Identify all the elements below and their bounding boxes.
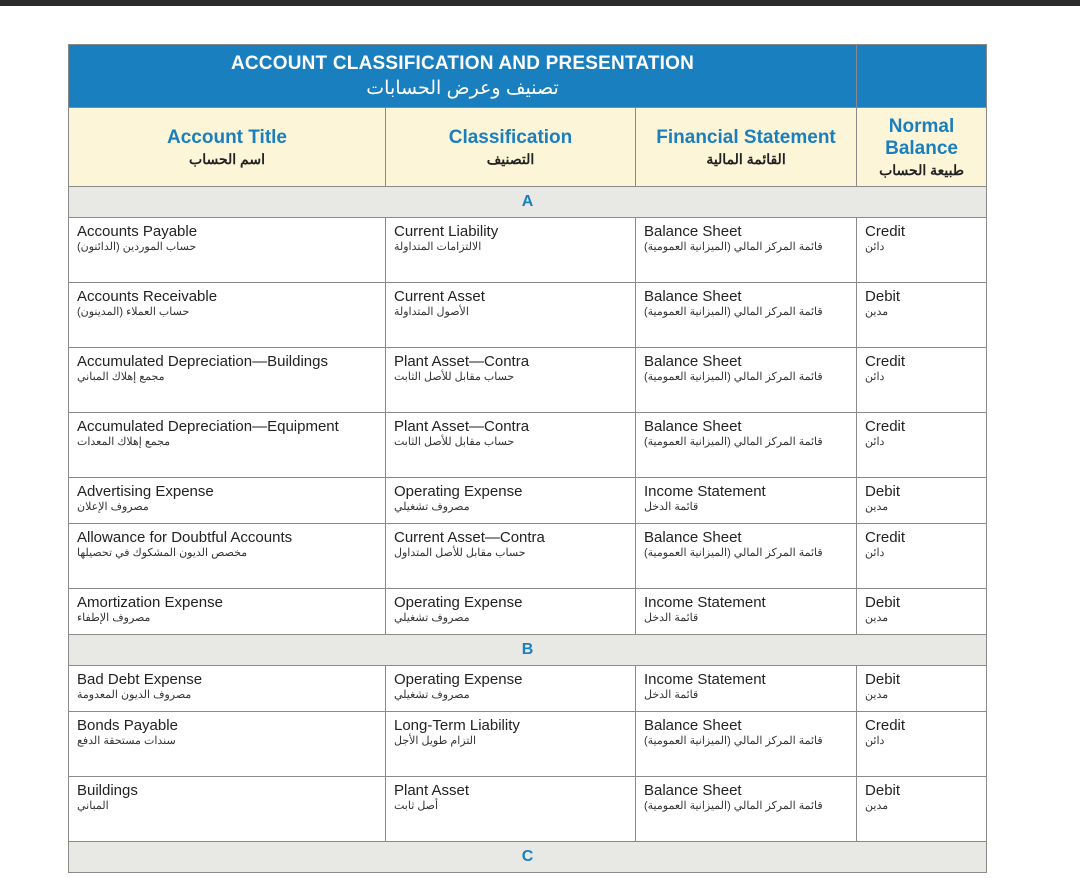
financial-statement-text: Balance Sheet xyxy=(644,288,742,305)
table-row xyxy=(69,283,987,348)
column-header-label-arabic: التصنيف xyxy=(486,150,535,167)
normal-balance-cell xyxy=(857,666,987,712)
column-header-row xyxy=(69,108,987,187)
account-classification-document xyxy=(68,44,986,873)
column-header-normal-balance xyxy=(857,108,987,187)
classification-text-arabic: مصروف تشغيلي xyxy=(394,612,470,624)
financial-statement-cell xyxy=(636,589,857,635)
table-row xyxy=(69,589,987,635)
account-title-text: Accumulated Depreciation—Buildings xyxy=(77,353,328,370)
table-title-cell xyxy=(69,45,857,108)
classification-cell xyxy=(386,524,636,589)
classification-text: Long-Term Liability xyxy=(394,717,520,734)
normal-balance-cell xyxy=(857,524,987,589)
account-title-text: Buildings xyxy=(77,782,138,799)
account-title-text-arabic: سندات مستحقة الدفع xyxy=(77,735,176,747)
financial-statement-text-arabic: قائمة المركز المالي (الميزانية العمومية) xyxy=(644,241,823,253)
normal-balance-cell xyxy=(857,283,987,348)
normal-balance-text: Credit xyxy=(865,717,906,734)
account-title-cell xyxy=(69,666,386,712)
financial-statement-text: Balance Sheet xyxy=(644,717,742,734)
account-title-cell xyxy=(69,524,386,589)
normal-balance-text: Credit xyxy=(865,529,906,546)
normal-balance-text-arabic: مدين xyxy=(865,612,889,624)
column-header-label: Account Title xyxy=(167,126,287,148)
classification-text-arabic: الالتزامات المتداولة xyxy=(394,241,482,253)
account-title-text: Accounts Payable xyxy=(77,223,198,240)
account-title-text-arabic: مصروف الإعلان xyxy=(77,501,149,513)
account-title-text-arabic: مجمع إهلاك المباني xyxy=(77,371,165,383)
section-letter: A xyxy=(69,187,987,218)
account-title-cell xyxy=(69,413,386,478)
account-title-text: Amortization Expense xyxy=(77,594,223,611)
classification-text: Plant Asset—Contra xyxy=(394,418,530,435)
normal-balance-text-arabic: دائن xyxy=(865,547,885,559)
financial-statement-text: Income Statement xyxy=(644,483,766,500)
table-title-row xyxy=(69,45,987,108)
normal-balance-text: Debit xyxy=(865,483,901,500)
account-title-text-arabic: مخصص الديون المشكوك في تحصيلها xyxy=(77,547,248,559)
classification-cell xyxy=(386,478,636,524)
normal-balance-text: Debit xyxy=(865,671,901,688)
classification-text: Operating Expense xyxy=(394,671,523,688)
financial-statement-text-arabic: قائمة الدخل xyxy=(644,612,699,624)
financial-statement-cell xyxy=(636,666,857,712)
classification-text-arabic: حساب مقابل للأصل المتداول xyxy=(394,547,526,559)
normal-balance-text-arabic: مدين xyxy=(865,800,889,812)
financial-statement-text-arabic: قائمة المركز المالي (الميزانية العمومية) xyxy=(644,436,823,448)
section-letter: B xyxy=(69,635,987,666)
account-title-text: Advertising Expense xyxy=(77,483,214,500)
classification-text-arabic: مصروف تشغيلي xyxy=(394,501,470,513)
column-header-financial-statement xyxy=(636,108,857,187)
financial-statement-cell xyxy=(636,218,857,283)
account-title-cell xyxy=(69,348,386,413)
table-row xyxy=(69,712,987,777)
classification-text: Operating Expense xyxy=(394,594,523,611)
financial-statement-text-arabic: قائمة المركز المالي (الميزانية العمومية) xyxy=(644,306,823,318)
normal-balance-text: Credit xyxy=(865,223,906,240)
normal-balance-text-arabic: دائن xyxy=(865,436,885,448)
financial-statement-text: Income Statement xyxy=(644,671,766,688)
column-header-label-arabic: القائمة المالية xyxy=(706,150,786,167)
table-title: ACCOUNT CLASSIFICATION AND PRESENTATION xyxy=(230,53,695,74)
table-row xyxy=(69,413,987,478)
normal-balance-cell xyxy=(857,712,987,777)
normal-balance-text: Credit xyxy=(865,418,906,435)
classification-text-arabic: أصل ثابت xyxy=(394,800,439,812)
account-classification-table xyxy=(68,44,987,873)
financial-statement-text-arabic: قائمة الدخل xyxy=(644,689,699,701)
table-row xyxy=(69,478,987,524)
classification-text: Current Asset—Contra xyxy=(394,529,545,546)
normal-balance-cell xyxy=(857,348,987,413)
classification-text-arabic: مصروف تشغيلي xyxy=(394,689,470,701)
classification-cell xyxy=(386,283,636,348)
account-title-text-arabic: المباني xyxy=(77,800,109,812)
account-title-text-arabic: حساب الموردين (الدائنون) xyxy=(77,241,197,253)
normal-balance-text: Debit xyxy=(865,288,901,305)
normal-balance-cell xyxy=(857,218,987,283)
classification-cell xyxy=(386,218,636,283)
table-title-blank-cell xyxy=(857,45,987,108)
classification-text: Plant Asset—Contra xyxy=(394,353,530,370)
column-header-label: Normal Balance xyxy=(885,115,958,159)
normal-balance-text-arabic: دائن xyxy=(865,735,885,747)
financial-statement-text-arabic: قائمة المركز المالي (الميزانية العمومية) xyxy=(644,735,823,747)
normal-balance-text-arabic: دائن xyxy=(865,371,885,383)
table-row xyxy=(69,348,987,413)
classification-cell xyxy=(386,589,636,635)
normal-balance-text: Debit xyxy=(865,594,901,611)
classification-text-arabic: حساب مقابل للأصل الثابت xyxy=(394,436,515,448)
normal-balance-text-arabic: مدين xyxy=(865,689,889,701)
account-title-cell xyxy=(69,478,386,524)
normal-balance-cell xyxy=(857,478,987,524)
table-row xyxy=(69,777,987,842)
financial-statement-text: Balance Sheet xyxy=(644,782,742,799)
financial-statement-text-arabic: قائمة الدخل xyxy=(644,501,699,513)
classification-text: Current Liability xyxy=(394,223,499,240)
account-title-text: Bonds Payable xyxy=(77,717,178,734)
table-row xyxy=(69,524,987,589)
column-header-classification xyxy=(386,108,636,187)
account-title-cell xyxy=(69,589,386,635)
financial-statement-cell xyxy=(636,283,857,348)
account-title-text-arabic: مصروف الإطفاء xyxy=(77,612,151,624)
classification-cell xyxy=(386,712,636,777)
classification-text: Plant Asset xyxy=(394,782,470,799)
classification-text-arabic: التزام طويل الأجل xyxy=(394,735,477,747)
account-title-text: Bad Debt Expense xyxy=(77,671,203,688)
account-title-text: Allowance for Doubtful Accounts xyxy=(77,529,293,546)
financial-statement-cell xyxy=(636,478,857,524)
section-letter: C xyxy=(69,842,987,873)
account-title-cell xyxy=(69,777,386,842)
classification-cell xyxy=(386,413,636,478)
table-row xyxy=(69,666,987,712)
financial-statement-cell xyxy=(636,777,857,842)
account-title-cell xyxy=(69,712,386,777)
normal-balance-text-arabic: دائن xyxy=(865,241,885,253)
column-header-account-title xyxy=(69,108,386,187)
normal-balance-text-arabic: مدين xyxy=(865,306,889,318)
section-letter-row xyxy=(69,187,987,218)
column-header-label-arabic: اسم الحساب xyxy=(189,150,265,167)
financial-statement-text-arabic: قائمة المركز المالي (الميزانية العمومية) xyxy=(644,371,823,383)
classification-text: Operating Expense xyxy=(394,483,523,500)
financial-statement-text-arabic: قائمة المركز المالي (الميزانية العمومية) xyxy=(644,800,823,812)
classification-text: Current Asset xyxy=(394,288,485,305)
classification-text-arabic: الأصول المتداولة xyxy=(394,306,469,318)
account-title-text: Accounts Receivable xyxy=(77,288,218,305)
classification-cell xyxy=(386,666,636,712)
normal-balance-text-arabic: مدين xyxy=(865,501,889,513)
classification-text-arabic: حساب مقابل للأصل الثابت xyxy=(394,371,515,383)
section-letter-row xyxy=(69,842,987,873)
financial-statement-text: Balance Sheet xyxy=(644,418,742,435)
window-top-bar xyxy=(0,0,1080,6)
table-row xyxy=(69,218,987,283)
normal-balance-cell xyxy=(857,589,987,635)
normal-balance-text: Credit xyxy=(865,353,906,370)
account-title-text: Accumulated Depreciation—Equipment xyxy=(77,418,339,435)
financial-statement-cell xyxy=(636,524,857,589)
section-letter-row xyxy=(69,635,987,666)
account-title-cell xyxy=(69,218,386,283)
normal-balance-cell xyxy=(857,413,987,478)
classification-cell xyxy=(386,777,636,842)
normal-balance-text: Debit xyxy=(865,782,901,799)
account-title-cell xyxy=(69,283,386,348)
normal-balance-cell xyxy=(857,777,987,842)
financial-statement-cell xyxy=(636,712,857,777)
financial-statement-text: Income Statement xyxy=(644,594,766,611)
financial-statement-text: Balance Sheet xyxy=(644,529,742,546)
financial-statement-cell xyxy=(636,348,857,413)
table-title-arabic: تصنيف وعرض الحسابات xyxy=(366,78,559,99)
account-title-text-arabic: حساب العملاء (المدينون) xyxy=(77,306,190,318)
column-header-label: Financial Statement xyxy=(656,126,836,148)
financial-statement-text-arabic: قائمة المركز المالي (الميزانية العمومية) xyxy=(644,547,823,559)
classification-cell xyxy=(386,348,636,413)
financial-statement-text: Balance Sheet xyxy=(644,223,742,240)
financial-statement-text: Balance Sheet xyxy=(644,353,742,370)
column-header-label-arabic: طبيعة الحساب xyxy=(879,161,964,178)
account-title-text-arabic: مصروف الديون المعدومة xyxy=(77,689,192,701)
column-header-label: Classification xyxy=(448,126,573,148)
account-title-text-arabic: مجمع إهلاك المعدات xyxy=(77,436,171,448)
financial-statement-cell xyxy=(636,413,857,478)
